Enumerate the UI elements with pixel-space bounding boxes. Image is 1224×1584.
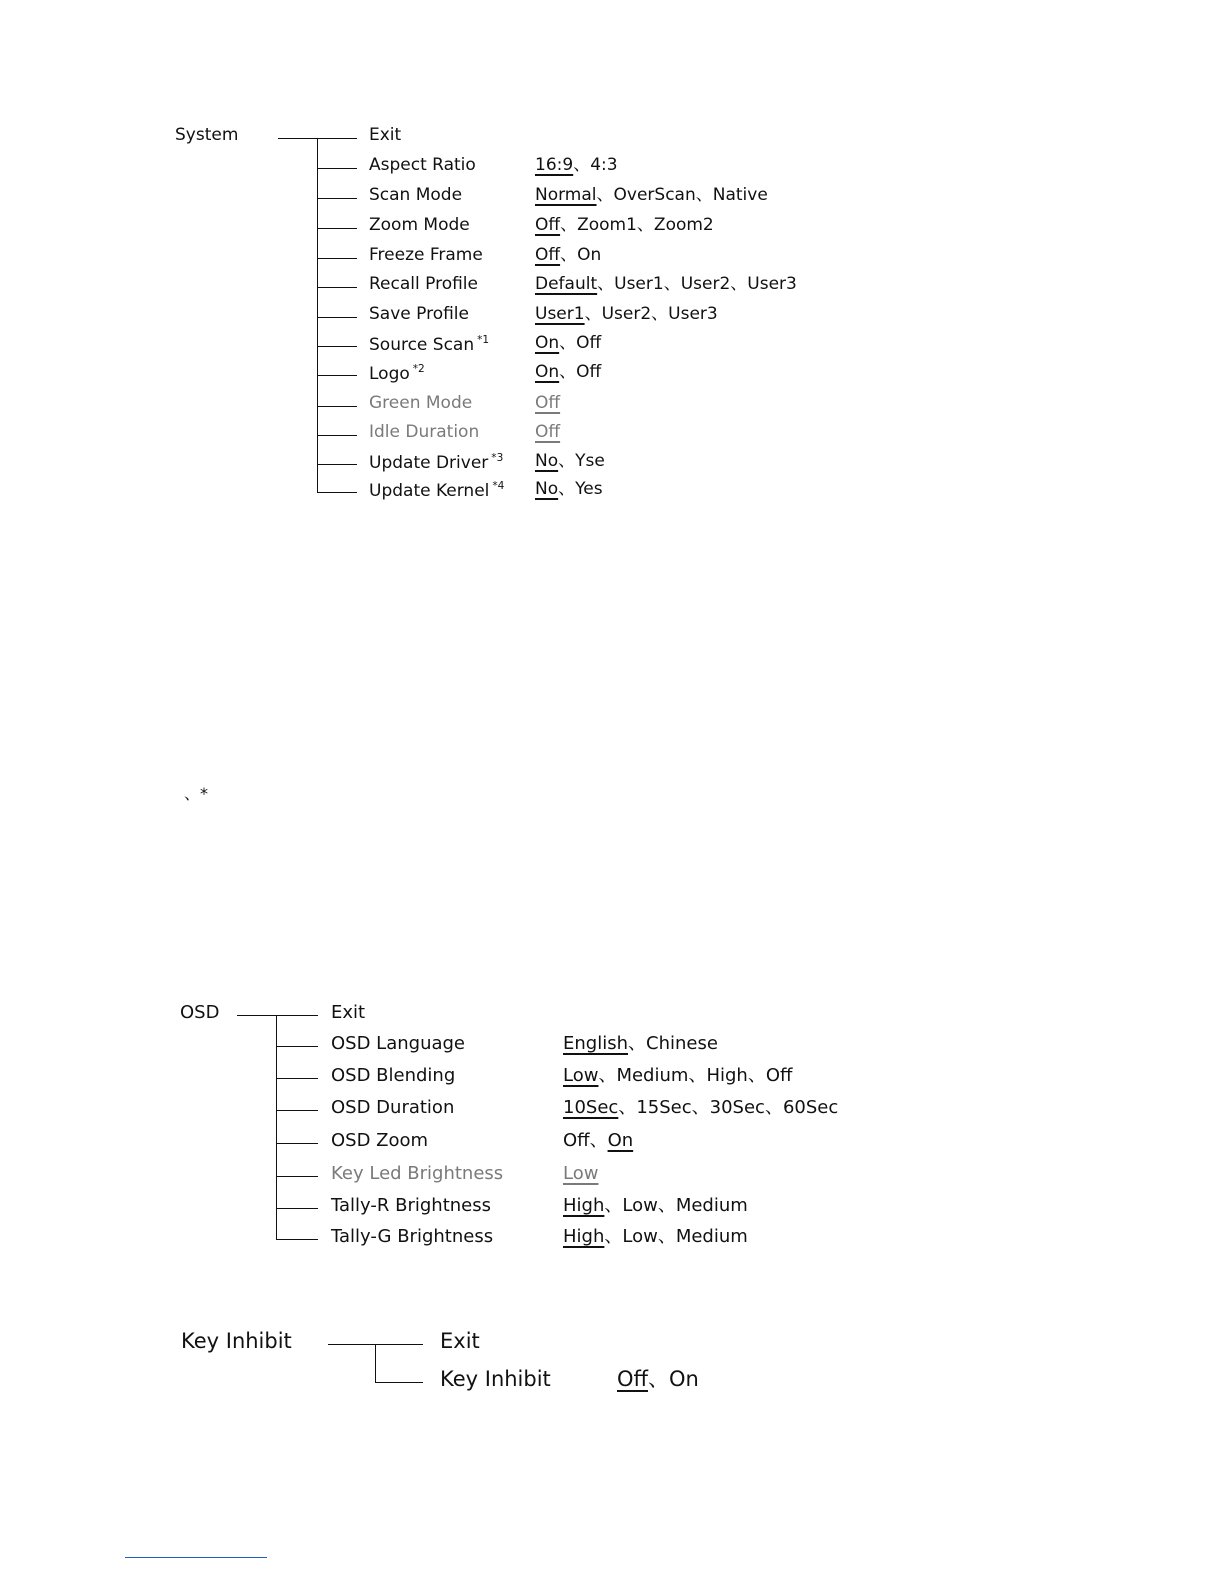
menu-item-label xyxy=(369,217,470,234)
value-separator: 、 xyxy=(560,215,578,235)
osd-root-label: OSD xyxy=(180,1002,220,1023)
menu-item-values xyxy=(535,424,560,441)
value-separator: 、 xyxy=(657,1195,676,1216)
menu-item-label-text: Zoom Mode xyxy=(369,215,470,235)
menu-item-values xyxy=(535,453,605,470)
menu-item-values xyxy=(535,157,618,174)
stray-mark: 、* xyxy=(184,784,209,803)
menu-item-label-text: OSD Zoom xyxy=(331,1130,429,1151)
option-value: On xyxy=(669,1367,699,1391)
menu-item-values xyxy=(563,1035,718,1053)
menu-item-label-text: Key Inhibit xyxy=(440,1367,551,1391)
menu-item-label-text: Green Mode xyxy=(369,393,473,413)
key-inhibit-root-connector xyxy=(328,1344,375,1345)
branch-connector xyxy=(317,168,357,169)
branch-connector xyxy=(276,1110,318,1111)
branch-connector xyxy=(317,406,357,407)
default-value: No xyxy=(535,479,559,499)
branch-connector xyxy=(317,258,357,259)
menu-item-label xyxy=(369,127,401,144)
option-value: Yes xyxy=(575,479,603,499)
menu-item-values xyxy=(563,1099,838,1117)
menu-item-label xyxy=(331,1132,428,1150)
branch-connector xyxy=(317,435,357,436)
option-value: User2 xyxy=(601,304,652,324)
menu-item-label-text: Tally-R Brightness xyxy=(331,1195,491,1216)
default-value: High xyxy=(563,1195,605,1216)
value-separator: 、 xyxy=(604,1226,623,1247)
default-value: On xyxy=(535,362,560,382)
menu-item-label-text: Exit xyxy=(369,125,402,145)
option-value: User3 xyxy=(668,304,718,324)
option-value: High xyxy=(706,1065,748,1086)
option-value: Low xyxy=(622,1195,658,1216)
option-value: User2 xyxy=(680,274,731,294)
menu-item-label-text: OSD Duration xyxy=(331,1097,455,1118)
default-value: Normal xyxy=(535,185,597,205)
value-separator: 、 xyxy=(558,451,576,471)
branch-connector xyxy=(317,375,357,376)
value-separator: 、 xyxy=(559,362,577,382)
option-value: Off xyxy=(576,362,602,382)
menu-item-label xyxy=(369,157,476,174)
menu-item-values xyxy=(563,1067,792,1085)
menu-item-values xyxy=(563,1197,748,1215)
menu-item-label-text: Exit xyxy=(440,1329,480,1353)
default-value: Off xyxy=(535,422,561,442)
system-root-label: System xyxy=(175,125,239,145)
value-separator: 、 xyxy=(573,155,591,175)
branch-connector xyxy=(276,1208,318,1209)
option-value: Low xyxy=(622,1226,658,1247)
default-value: 16:9 xyxy=(535,155,574,175)
menu-item-values xyxy=(535,364,601,381)
menu-item-label xyxy=(331,1197,491,1215)
value-separator: 、 xyxy=(560,245,578,265)
value-separator: 、 xyxy=(636,215,654,235)
menu-item-label xyxy=(369,424,479,441)
menu-item-label xyxy=(369,247,483,264)
key-inhibit-root-label: Key Inhibit xyxy=(181,1329,292,1353)
menu-item-values xyxy=(535,217,714,234)
value-separator: 、 xyxy=(730,274,748,294)
menu-item-label-text: Recall Profile xyxy=(369,274,478,294)
value-separator: 、 xyxy=(584,304,602,324)
option-value: Medium xyxy=(675,1226,748,1247)
value-separator: 、 xyxy=(589,1130,608,1151)
menu-item-label xyxy=(331,1004,365,1022)
default-value: Off xyxy=(535,215,561,235)
option-value: 15Sec xyxy=(636,1097,692,1118)
branch-connector xyxy=(375,1344,423,1345)
default-value: Off xyxy=(535,393,561,413)
option-value: Off xyxy=(576,333,602,353)
branch-connector xyxy=(317,287,357,288)
branch-connector xyxy=(276,1015,318,1016)
menu-item-label xyxy=(331,1165,503,1183)
option-value: OverScan xyxy=(613,185,696,205)
branch-connector xyxy=(276,1078,318,1079)
menu-item-label xyxy=(440,1369,551,1390)
menu-item-values xyxy=(535,247,601,264)
menu-item-label-text: Freeze Frame xyxy=(369,245,483,265)
branch-connector xyxy=(276,1143,318,1144)
branch-connector xyxy=(317,492,357,493)
menu-item-label-text: Save Profile xyxy=(369,304,469,324)
value-separator: 、 xyxy=(695,185,713,205)
branch-connector xyxy=(317,346,357,347)
value-separator: 、 xyxy=(618,1097,637,1118)
menu-item-values xyxy=(535,276,797,293)
default-value: Default xyxy=(535,274,598,294)
menu-item-values xyxy=(563,1132,633,1150)
option-value: Native xyxy=(712,185,768,205)
value-separator: 、 xyxy=(596,185,614,205)
osd-root-connector xyxy=(237,1015,276,1016)
value-separator: 、 xyxy=(651,304,669,324)
key-inhibit-trunk-line xyxy=(375,1344,376,1382)
option-value: User1 xyxy=(614,274,664,294)
footnote-marker: *1 xyxy=(477,334,490,346)
default-value: No xyxy=(535,451,559,471)
value-separator: 、 xyxy=(628,1033,646,1054)
option-value: 60Sec xyxy=(782,1097,839,1118)
menu-item-values xyxy=(535,335,601,352)
menu-item-label-text: Idle Duration xyxy=(369,422,480,442)
branch-connector xyxy=(276,1046,318,1047)
menu-item-label xyxy=(331,1067,455,1085)
menu-item-label-text: Update Kernel xyxy=(369,480,490,501)
menu-item-values xyxy=(535,187,768,204)
value-separator: 、 xyxy=(598,1065,617,1086)
default-value: Off xyxy=(617,1367,648,1391)
option-value: Off xyxy=(765,1065,793,1086)
option-value: On xyxy=(577,245,602,265)
option-value: Medium xyxy=(675,1195,748,1216)
value-separator: 、 xyxy=(747,1065,766,1086)
menu-item-label xyxy=(369,453,503,472)
option-value: Zoom2 xyxy=(653,215,714,235)
menu-item-values xyxy=(535,395,560,412)
option-value: Yse xyxy=(575,451,605,471)
menu-item-values xyxy=(563,1165,598,1183)
menu-item-label-text: Scan Mode xyxy=(369,185,463,205)
option-value: Off xyxy=(563,1130,590,1151)
option-value: 30Sec xyxy=(709,1097,765,1118)
menu-item-label-text: Key Led Brightness xyxy=(331,1163,504,1184)
system-trunk-line xyxy=(317,138,318,492)
menu-item-label xyxy=(440,1331,480,1352)
default-value: On xyxy=(607,1130,634,1151)
value-separator: 、 xyxy=(558,479,576,499)
menu-item-values xyxy=(535,481,603,498)
default-value: High xyxy=(563,1226,605,1247)
menu-item-label xyxy=(331,1228,493,1246)
option-value: 4:3 xyxy=(590,155,618,175)
option-value: Zoom1 xyxy=(577,215,637,235)
footnote-marker: *3 xyxy=(491,452,504,464)
branch-connector xyxy=(317,228,357,229)
menu-item-label xyxy=(369,335,489,354)
menu-item-label xyxy=(331,1099,454,1117)
value-separator: 、 xyxy=(691,1097,710,1118)
menu-item-label-text: Source Scan xyxy=(369,334,475,355)
menu-item-label xyxy=(369,276,478,293)
branch-connector xyxy=(276,1176,318,1177)
option-value: Medium xyxy=(616,1065,689,1086)
value-separator: 、 xyxy=(604,1195,623,1216)
menu-item-values xyxy=(563,1228,748,1246)
default-value: User1 xyxy=(535,304,585,324)
branch-connector xyxy=(276,1239,318,1240)
menu-item-label-text: Logo xyxy=(369,363,410,384)
value-separator: 、 xyxy=(597,274,615,294)
menu-item-values xyxy=(617,1369,699,1390)
footnote-marker: *4 xyxy=(492,480,505,492)
menu-item-label xyxy=(369,481,504,500)
menu-item-label-text: OSD Blending xyxy=(331,1065,456,1086)
menu-item-label-text: Tally-G Brightness xyxy=(331,1226,494,1247)
default-value: 10Sec xyxy=(563,1097,619,1118)
menu-item-label xyxy=(369,187,462,204)
default-value: Low xyxy=(563,1163,599,1184)
menu-item-label-text: Exit xyxy=(331,1002,366,1023)
footnote-rule xyxy=(125,1557,267,1558)
default-value: On xyxy=(535,333,560,353)
branch-connector xyxy=(317,464,357,465)
menu-item-label xyxy=(369,306,469,323)
branch-connector xyxy=(375,1382,423,1383)
value-separator: 、 xyxy=(663,274,681,294)
menu-item-label-text: Aspect Ratio xyxy=(369,155,476,175)
value-separator: 、 xyxy=(559,333,577,353)
branch-connector xyxy=(317,317,357,318)
menu-item-label-text: Update Driver xyxy=(369,452,489,473)
option-value: User3 xyxy=(747,274,797,294)
default-value: Low xyxy=(563,1065,599,1086)
default-value: English xyxy=(563,1033,628,1054)
footnote-marker: *2 xyxy=(412,363,425,375)
option-value: Chinese xyxy=(646,1033,718,1054)
menu-item-label-text: OSD Language xyxy=(331,1033,466,1054)
value-separator: 、 xyxy=(688,1065,707,1086)
value-separator: 、 xyxy=(764,1097,783,1118)
menu-item-label xyxy=(369,364,425,383)
menu-item-label xyxy=(331,1035,465,1053)
branch-connector xyxy=(317,198,357,199)
osd-trunk-line xyxy=(276,1015,277,1239)
menu-item-label xyxy=(369,395,472,412)
value-separator: 、 xyxy=(648,1367,669,1391)
system-root-connector xyxy=(278,138,317,139)
menu-item-values xyxy=(535,306,718,323)
branch-connector xyxy=(317,138,357,139)
value-separator: 、 xyxy=(657,1226,676,1247)
default-value: Off xyxy=(535,245,561,265)
